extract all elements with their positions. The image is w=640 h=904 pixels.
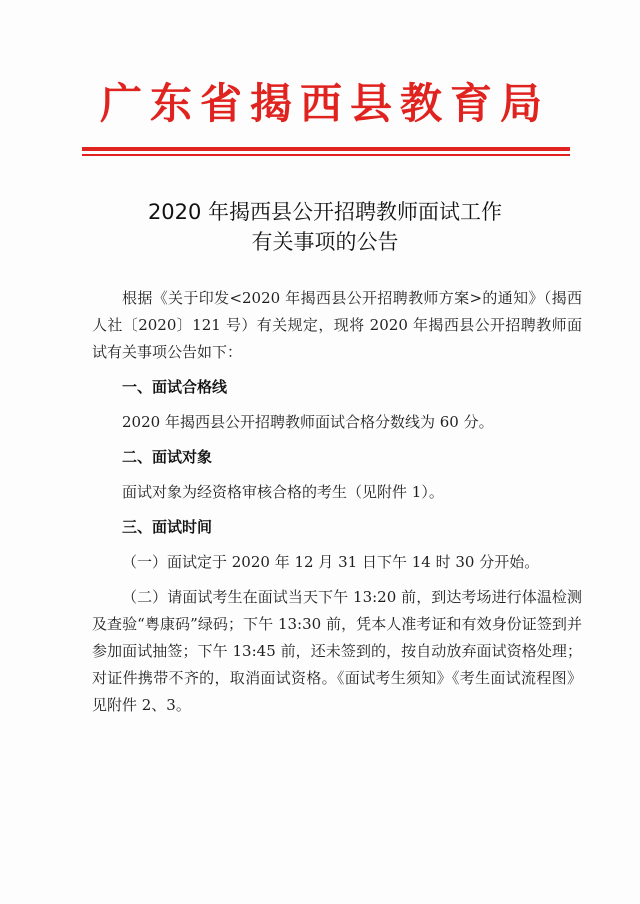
document-title-line-2: 有关事项的公告 xyxy=(251,230,399,254)
section-time-item-1: （一）面试定于 2020 年 12 月 31 日下午 14 时 30 分开始。 xyxy=(122,553,540,571)
section-heading-pass-line: 一、面试合格线 xyxy=(122,378,228,396)
letterhead-title: 广东省揭西县教育局 xyxy=(99,79,550,128)
section-pass-line-text: 2020 年揭西县公开招聘教师面试合格分数线为 60 分。 xyxy=(122,413,494,431)
document-title xyxy=(80,197,570,257)
letterhead-red-rule-thin xyxy=(82,154,570,156)
section-heading-candidates: 二、面试对象 xyxy=(122,448,213,466)
section-candidates-text: 面试对象为经资格审核合格的考生（见附件 1）。 xyxy=(122,483,444,501)
document-body xyxy=(92,285,582,727)
document-title-line-1: 2020 年揭西县公开招聘教师面试工作 xyxy=(147,200,503,224)
section-heading-time: 三、面试时间 xyxy=(122,518,213,536)
intro-paragraph: 根据《关于印发<2020 年揭西县公开招聘教师方案>的通知》（揭西人社〔2020〕121 号）有关规定，现将 2020 年揭西县公开招聘教师面试有关事项公告如下： xyxy=(92,289,582,361)
section-time-item-2: （二）请面试考生在面试当天下午 13:20 前，到达考场进行体温检测及查验“粤康码”绿码；下午 13:30 前，凭本人准考证和有效身份证签到并参加面试抽签；下午 13:45 前，还未签到的，按自动放弃面试资格处理；对证件携带不齐的，取消面试资格。《面试考生须知》《考生面试流程图》见附件 2、3。 xyxy=(92,588,582,714)
letterhead-red-rule-thick xyxy=(82,147,570,151)
